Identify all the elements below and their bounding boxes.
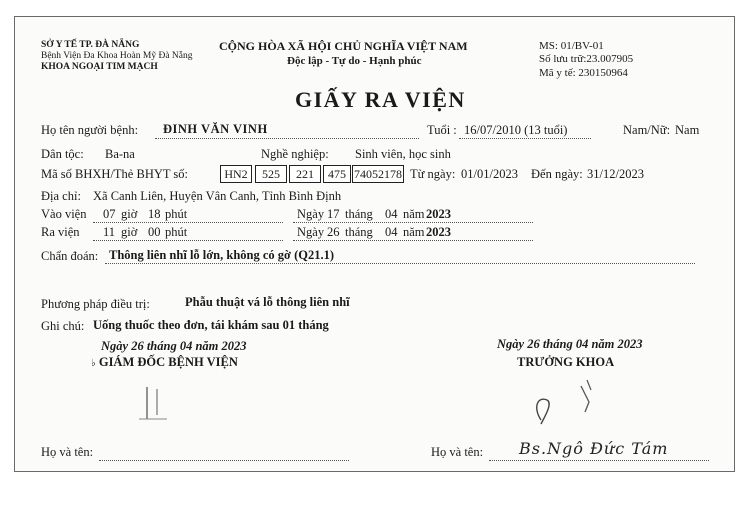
discharge-label: Ra viện bbox=[41, 225, 80, 239]
age-underline bbox=[459, 138, 591, 139]
patient-name-label: Họ tên người bệnh: bbox=[41, 123, 139, 137]
diagnosis-label: Chẩn đoán: bbox=[41, 249, 99, 263]
header-hospital: Bệnh Viện Đa Khoa Hoàn Mỹ Đà Nẵng bbox=[41, 51, 193, 61]
discharge-year-word: năm bbox=[403, 225, 425, 239]
age-value: 16/07/2010 (13 tuổi) bbox=[464, 123, 568, 137]
admission-minute: 18 bbox=[148, 207, 161, 221]
admission-day: 17 bbox=[327, 207, 340, 221]
admission-month: 04 bbox=[385, 207, 398, 221]
discharge-year: 2023 bbox=[426, 225, 451, 239]
note-value: Uống thuốc theo đơn, tái khám sau 01 tháng bbox=[93, 318, 329, 332]
admission-minute-word: phút bbox=[165, 207, 188, 221]
discharge-minute-word: phút bbox=[165, 225, 188, 239]
admission-label: Vào viện bbox=[41, 207, 87, 221]
occupation-value: Sinh viên, học sinh bbox=[355, 147, 451, 161]
discharge-date-underline bbox=[293, 240, 533, 241]
header-ward: KHOA NGOẠI TIM MẠCH bbox=[41, 62, 158, 72]
header-form-code: MS: 01/BV-01 bbox=[539, 40, 604, 52]
insurance-from-value: 01/01/2023 bbox=[461, 167, 518, 181]
header-department: SỞ Y TẾ TP. ĐÀ NẴNG bbox=[41, 40, 140, 50]
name-underline bbox=[155, 138, 419, 139]
occupation-label: Nghề nghiệp: bbox=[261, 147, 329, 161]
discharge-day-word: Ngày bbox=[297, 225, 325, 239]
diagnosis-underline bbox=[105, 263, 695, 264]
discharge-time-underline bbox=[93, 240, 283, 241]
admission-year-word: năm bbox=[403, 207, 425, 221]
head-signature-mark bbox=[515, 372, 605, 432]
treatment-label: Phương pháp điều trị: bbox=[41, 297, 150, 311]
right-sign-title: TRƯỞNG KHOA bbox=[517, 355, 615, 369]
header-motto: Độc lập - Tự do - Hạnh phúc bbox=[287, 55, 422, 67]
insurance-to-label: Đến ngày: bbox=[531, 167, 583, 181]
right-name-underline bbox=[489, 460, 709, 461]
document-title: GIẤY RA VIỆN bbox=[295, 87, 466, 112]
insurance-code-3: 221 bbox=[289, 165, 321, 183]
address-value: Xã Canh Liên, Huyện Vân Canh, Tỉnh Bình Định bbox=[93, 189, 342, 203]
left-sign-date: Ngày 26 tháng 04 năm 2023 bbox=[101, 339, 247, 353]
patient-name-value: ĐINH VĂN VINH bbox=[163, 122, 268, 136]
diagnosis-value: Thông liên nhĩ lỗ lớn, không có gờ (Q21.1) bbox=[109, 248, 335, 262]
admission-hour-word: giờ bbox=[121, 207, 138, 221]
admission-time-underline bbox=[93, 222, 283, 223]
insurance-code-2: 525 bbox=[255, 165, 287, 183]
right-name-label: Họ và tên: bbox=[431, 445, 484, 459]
note-label: Ghi chú: bbox=[41, 319, 85, 333]
header-medical-code: Mã y tế: 230150964 bbox=[539, 67, 628, 79]
admission-day-word: Ngày bbox=[297, 207, 325, 221]
director-signature-mark bbox=[133, 375, 193, 435]
admission-month-word: tháng bbox=[345, 207, 373, 221]
left-name-underline bbox=[99, 460, 349, 461]
left-sign-title-text: GIÁM ĐỐC BỆNH VIỆN bbox=[98, 355, 238, 369]
insurance-label: Mã số BHXH/Thẻ BHYT số: bbox=[41, 167, 188, 181]
discharge-hour-word: giờ bbox=[121, 225, 138, 239]
ethnic-value: Ba-na bbox=[105, 147, 135, 161]
discharge-day: 26 bbox=[327, 225, 340, 239]
admission-year: 2023 bbox=[426, 207, 451, 221]
insurance-code-5: 74052178 bbox=[352, 165, 404, 183]
discharge-month-word: tháng bbox=[345, 225, 373, 239]
treatment-value: Phẫu thuật vá lỗ thông liên nhĩ bbox=[185, 295, 350, 309]
discharge-hour: 11 bbox=[103, 225, 116, 239]
left-sign-title: ♭ GIÁM ĐỐC BỆNH VIỆN bbox=[91, 355, 238, 369]
age-label: Tuổi : bbox=[427, 123, 457, 137]
discharge-paper bbox=[14, 16, 735, 472]
insurance-to-value: 31/12/2023 bbox=[587, 167, 644, 181]
gender-label: Nam/Nữ: bbox=[623, 123, 671, 137]
right-name-value: Bs.Ngô Đức Tám bbox=[519, 439, 669, 458]
header-country: CỘNG HÒA XÃ HỘI CHỦ NGHĨA VIỆT NAM bbox=[219, 39, 468, 53]
left-name-label: Họ và tên: bbox=[41, 445, 94, 459]
gender-value: Nam bbox=[675, 123, 700, 137]
right-sign-date: Ngày 26 tháng 04 năm 2023 bbox=[497, 337, 643, 351]
ethnic-label: Dân tộc: bbox=[41, 147, 84, 161]
insurance-code-4: 475 bbox=[323, 165, 351, 183]
address-label: Địa chỉ: bbox=[41, 189, 81, 203]
header-archive-number: Số lưu trữ:23.007905 bbox=[539, 53, 634, 65]
insurance-code-1: HN2 bbox=[220, 165, 252, 183]
admission-hour: 07 bbox=[103, 207, 116, 221]
discharge-month: 04 bbox=[385, 225, 398, 239]
admission-date-underline bbox=[293, 222, 533, 223]
discharge-minute: 00 bbox=[148, 225, 161, 239]
insurance-from-label: Từ ngày: bbox=[410, 167, 456, 181]
